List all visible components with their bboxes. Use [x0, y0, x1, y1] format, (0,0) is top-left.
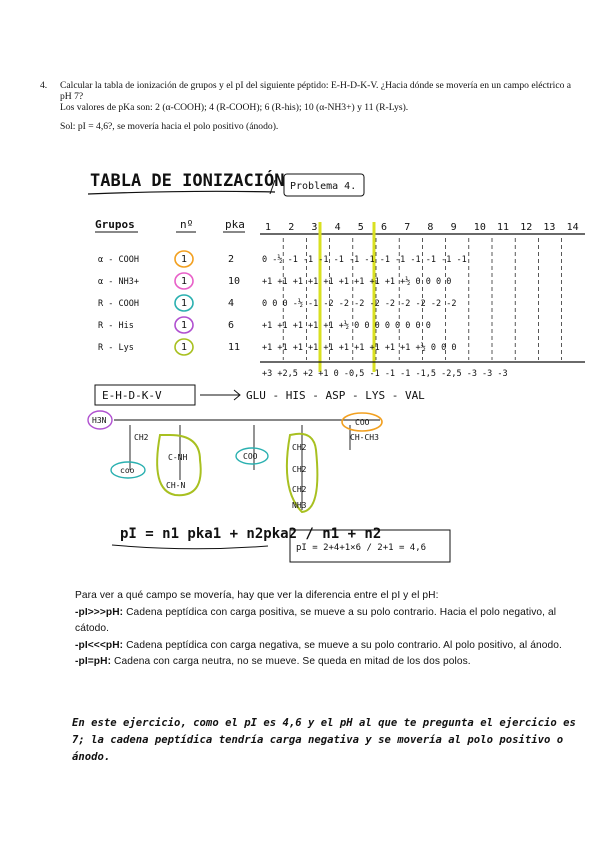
notes-title: TABLA DE IONIZACIÓN [90, 171, 285, 191]
group-name: α - COOH [98, 255, 139, 265]
problem-number: 4. [40, 80, 48, 91]
notes-drawing [40, 150, 585, 585]
group-name: R - COOH [98, 299, 139, 309]
ph-value: 9 [450, 222, 457, 233]
svg-text:coo: coo [120, 466, 135, 475]
group-pka: 2 [228, 254, 235, 265]
problem-question: Calcular la tabla de ionización de grupos y el pI del siguiente péptido: E-H-D-K-V. ¿Hacia dónde se movería en un campo eléctrico a pH 7? [60, 80, 572, 102]
pi-calculation: pI = 2+4+1×6 / 2+1 = 4,6 [296, 543, 427, 553]
group-charges: 0 -½ -1 -1 -1 -1 -1 -1 -1 -1 -1 -1 -1 -1 [262, 255, 467, 265]
svg-text:NH3: NH3 [292, 501, 307, 510]
explanation-intro: Para ver a qué campo se movería, hay que ver la diferencia entre el pI y el pH: [75, 590, 439, 601]
conclusion [72, 715, 587, 766]
explanation-item: -pI<<<pH: Cadena peptídica con carga negativa, se mueve a su polo contrario. Al polo positivo, al ánodo. [75, 639, 562, 651]
ph-value: 3 [311, 222, 318, 233]
ph-value: 14 [566, 222, 579, 233]
svg-text:C-NH: C-NH [168, 453, 188, 462]
group-count: 1 [181, 320, 188, 331]
group-charges: 0 0 0 -½ -1 -2 -2 -2 -2 -2 -2 -2 -2 -2 [262, 299, 457, 309]
ph-value: 7 [404, 222, 411, 233]
ph-value: 5 [357, 222, 364, 233]
group-pka: 11 [228, 342, 241, 353]
svg-text:CH-CH3: CH-CH3 [350, 433, 379, 442]
ph-value: 11 [497, 222, 510, 233]
sequence-box: E-H-D-K-V [102, 389, 162, 402]
svg-text:CH2: CH2 [134, 433, 149, 442]
group-name: α - NH3+ [98, 277, 139, 287]
handwritten-notes [40, 150, 585, 585]
group-charges: +1 +1 +1 +1 +1 +½ 0 0 0 0 0 0 0 0 [262, 321, 431, 331]
problem-tag: Problema 4. [290, 181, 357, 192]
ph-value: 12 [520, 222, 533, 233]
group-pka: 10 [228, 276, 241, 287]
group-count: 1 [181, 254, 188, 265]
group-count: 1 [181, 342, 188, 353]
solution-line: Sol: pI = 4,6?, se movería hacia el polo positivo (ánodo). [60, 121, 279, 132]
group-pka: 4 [228, 298, 235, 309]
conclusion-text: En este ejercicio, como el pI es 4,6 y el pH al que te pregunta el ejercicio es 7; la cadena peptídica tendría carga negativa y se movería al polo positivo o ánodo. [72, 717, 576, 763]
totals-row: +3 +2,5 +2 +1 0 -0,5 -1 -1 -1 -1,5 -2,5 -3 -3 -3 [262, 369, 508, 379]
svg-text:CH2: CH2 [292, 485, 307, 494]
col-pka-header: pka [225, 218, 245, 231]
group-charges: +1 +1 +1 +1 +1 +1 +1 +1 +1 +½ 0 0 0 0 [262, 277, 452, 287]
col-n-header: nº [180, 218, 194, 231]
explanation [75, 588, 575, 671]
peptide-structure [88, 411, 382, 512]
group-pka: 6 [228, 320, 235, 331]
ph-value: 13 [543, 222, 556, 233]
svg-text:CH2: CH2 [292, 465, 307, 474]
pka-values: Los valores de pKa son: 2 (α-COOH); 4 (R-COOH); 6 (R-his); 10 (α-NH3+) y 11 (R-Lys). [60, 102, 409, 113]
group-name: R - Lys [98, 343, 134, 353]
ph-value: 6 [381, 222, 388, 233]
explanation-item: -pI=pH: Cadena con carga neutra, no se mueve. Se queda en mitad de los dos polos. [75, 656, 471, 667]
pi-formula: pI = n1 pka1 + n2pka2 / n1 + n2 [120, 526, 382, 542]
ph-scale [265, 222, 579, 233]
group-name: R - His [98, 321, 134, 331]
ph-value: 4 [334, 222, 341, 233]
ph-value: 8 [427, 222, 434, 233]
svg-text:COO: COO [243, 452, 258, 461]
ph-value: 2 [288, 222, 295, 233]
sequence-names: GLU - HIS - ASP - LYS - VAL [246, 389, 425, 402]
group-charges: +1 +1 +1 +1 +1 +1 +1 +1 +1 +1 +½ 0 0 0 [262, 343, 457, 353]
svg-text:CH2: CH2 [292, 443, 307, 452]
explanation-item: -pI>>>pH: Cadena peptídica con carga positiva, se mueve a su polo contrario. Hacia el polo negativo, al cátodo. [75, 606, 557, 634]
ph-value: 1 [265, 222, 272, 233]
col-groups-header: Grupos [95, 218, 135, 231]
svg-text:CH-N: CH-N [166, 481, 186, 490]
ph-value: 10 [473, 222, 486, 233]
group-count: 1 [181, 276, 188, 287]
svg-text:COO: COO [355, 418, 370, 427]
group-count: 1 [181, 298, 188, 309]
svg-text:H3N: H3N [92, 416, 107, 425]
